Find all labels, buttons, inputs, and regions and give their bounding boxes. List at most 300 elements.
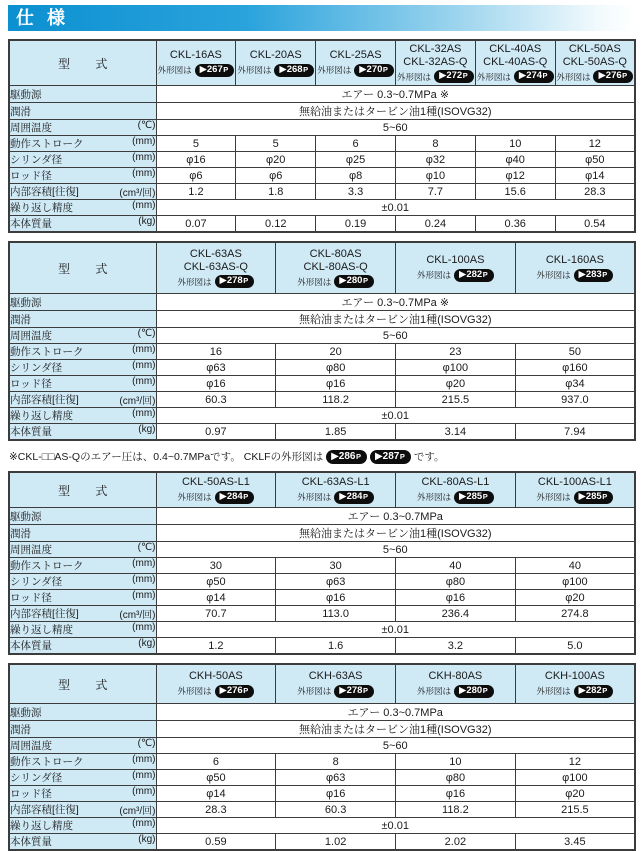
page-suffix: P [362,491,368,501]
value-cell: φ8 [316,168,396,184]
page-suffix: P [362,685,368,695]
page-suffix: P [482,685,488,695]
row-label: 繰り返し精度 [10,410,73,422]
value-cell: 12 [555,136,635,152]
outline-ref [516,685,634,698]
model-name: CKL-50AS [568,43,621,55]
page-number: ▶276 [219,684,243,696]
row-unit: (mm) [132,786,156,797]
row-label: ロッド径 [10,592,52,604]
row-label: 繰り返し精度 [10,202,73,214]
row-unit: (cm³/回) [119,396,156,407]
row-label-cell [9,392,156,408]
outline-ref [396,491,515,504]
value-cell: φ14 [156,590,276,606]
row-unit: (mm) [132,622,156,633]
value-cell: φ16 [276,590,396,606]
model-name: CKL-40AS-Q [483,55,548,68]
value-cell: φ14 [156,786,276,802]
value-cell: 2.02 [396,834,516,851]
value-cell: 8 [395,136,475,152]
model-name: CKL-20AS [249,49,302,62]
model-names [516,670,634,683]
value-cell: φ16 [156,152,236,168]
merged-value-cell: 無給油またはタービン油1種(ISOVG32) [156,525,635,542]
row-label-cell [9,721,156,738]
page-link-badge[interactable] [354,64,394,77]
page-number: ▶280 [459,684,483,696]
model-name: CKL-80AS [309,248,362,260]
value-cell: 5 [156,136,236,152]
row-label-cell [9,360,156,376]
page-suffix: P [303,64,309,74]
row-unit: (mm) [132,136,156,147]
row-unit: (℃) [137,542,156,553]
spec-tables-bottom [8,471,636,851]
model-type-header: 型 式 [9,242,156,294]
merged-value-cell: 5~60 [156,738,635,754]
model-type-header: 型 式 [9,40,156,86]
value-cell: φ16 [396,590,516,606]
footnote-text-before: ※CKL-□□AS-Qのエアー圧は、0.4~0.7MPaです。 CKLFの外形図は [9,451,324,463]
page-link-badge[interactable] [574,491,614,504]
row-label-cell [9,818,156,834]
page-link-badge[interactable] [434,70,474,83]
model-name: CKL-100AS [426,254,485,267]
page-number: ▶282 [578,684,602,696]
merged-value-cell: 5~60 [156,542,635,558]
page-link-badge[interactable] [215,685,255,698]
value-cell: 5.0 [515,638,635,655]
row-unit: (mm) [132,344,156,355]
value-cell: φ50 [156,770,276,786]
spec-table-2 [8,241,636,441]
value-cell: φ63 [156,360,276,376]
value-cell: φ25 [316,152,396,168]
model-header-cell [276,242,396,294]
row-unit: (℃) [137,120,156,131]
row-label: 本体質量 [10,640,52,652]
page-link-badge[interactable] [334,491,374,504]
row-label-cell [9,184,156,200]
model-name: CKL-50AS-Q [562,55,627,68]
spec-table-1 [8,39,636,233]
row-unit: (mm) [132,152,156,163]
value-cell: 70.7 [156,606,276,622]
row-unit: (kg) [138,216,156,227]
value-cell: 10 [475,136,555,152]
value-cell: 16 [156,344,276,360]
value-cell: 23 [396,344,516,360]
model-names [157,670,276,683]
row-unit: (mm) [132,376,156,387]
value-cell: 28.3 [555,184,635,200]
outline-label: 外形図は [317,65,352,76]
outline-label: 外形図は [417,270,452,281]
value-cell: φ16 [396,786,516,802]
row-label-cell [9,638,156,655]
row-label: 潤滑 [10,105,31,118]
page-suffix: P [243,685,249,695]
outline-ref [236,64,315,77]
row-unit: (cm³/回) [119,188,156,199]
value-cell: φ6 [156,168,236,184]
value-cell: φ6 [236,168,316,184]
value-cell: 0.54 [555,216,635,233]
row-unit: (mm) [132,408,156,419]
outline-label: 外形図は [177,276,212,287]
value-cell: φ32 [395,152,475,168]
page-number: ▶285 [459,490,483,502]
page-suffix: P [482,269,488,279]
page-number: ▶286 [331,451,356,462]
row-unit: (mm) [132,558,156,569]
value-cell: φ50 [555,152,635,168]
value-cell: 6 [156,754,276,770]
row-unit: (mm) [132,770,156,781]
value-cell: φ16 [276,786,396,802]
model-header-cell [156,664,276,704]
row-label: 動作ストローク [10,138,84,150]
page-number: ▶284 [339,490,363,502]
outline-ref [516,269,634,282]
spec-tables-top [8,39,636,441]
page-link-badge[interactable] [334,685,374,698]
row-label: 動作ストローク [10,346,84,358]
outline-ref [316,64,395,77]
row-label-cell [9,590,156,606]
row-label-cell [9,311,156,328]
outline-ref [276,275,395,288]
page-suffix: P [399,452,405,461]
value-cell: 30 [276,558,396,574]
value-cell: φ80 [396,574,516,590]
value-cell: φ16 [276,376,396,392]
row-label-cell [9,168,156,184]
value-cell: 113.0 [276,606,396,622]
value-cell: 3.3 [316,184,396,200]
page-title-bar [8,5,636,31]
page-suffix: P [602,685,608,695]
outline-ref [396,70,475,83]
row-unit: (℃) [137,328,156,339]
outline-label: 外形図は [536,686,571,697]
model-names [316,49,395,62]
row-label-cell [9,424,156,441]
merged-value-cell: 5~60 [156,120,635,136]
row-label: ロッド径 [10,170,52,182]
value-cell: 5 [236,136,316,152]
row-unit: (mm) [132,590,156,601]
row-label-cell [9,558,156,574]
merged-value-cell: 無給油またはタービン油1種(ISOVG32) [156,103,635,120]
row-label-cell [9,802,156,818]
model-names [236,49,315,62]
page-number: ▶272 [439,70,463,81]
page-number: ▶282 [459,268,483,280]
page-number: ▶278 [219,275,243,286]
footnote-page-link-badge[interactable] [370,450,411,464]
row-label-cell [9,86,156,103]
page-link-badge[interactable] [334,275,374,288]
page-suffix: P [223,64,229,74]
row-label: 内部容積[往復] [10,608,79,620]
model-name: CKL-40AS [489,43,542,55]
row-label: シリンダ径 [10,576,63,588]
row-label-cell [9,574,156,590]
row-label-cell [9,525,156,542]
page-number: ▶276 [598,70,622,81]
value-cell: 6 [316,136,396,152]
model-names [157,476,276,489]
value-cell: 40 [396,558,516,574]
merged-value-cell: ±0.01 [156,818,635,834]
row-unit: (mm) [132,754,156,765]
value-cell: 10 [396,754,516,770]
value-cell: 0.24 [395,216,475,233]
page-link-badge[interactable] [454,491,494,504]
model-header-cell [156,242,276,294]
page-number: ▶280 [339,275,363,286]
page-link-badge[interactable] [514,70,554,83]
row-unit: (mm) [132,574,156,585]
merged-value-cell: エアー 0.3~0.7MPa [156,704,635,721]
page-suffix: P [602,269,608,279]
row-label: 内部容積[往復] [10,394,79,406]
model-names [396,43,475,68]
value-cell: 236.4 [396,606,516,622]
value-cell: 1.02 [276,834,396,851]
model-name: CKL-80AS-Q [303,260,368,273]
row-label-cell [9,152,156,168]
row-label: 周囲温度 [10,330,52,342]
page-link-badge[interactable] [454,685,494,698]
page-number: ▶284 [219,490,243,502]
model-names [516,476,634,489]
value-cell: 1.8 [236,184,316,200]
model-header-cell [156,40,236,86]
row-label: 潤滑 [10,313,31,326]
value-cell: 0.59 [156,834,276,851]
row-label-cell [9,606,156,622]
page-link-badge[interactable] [195,64,235,77]
model-name: CKL-32AS [409,43,462,55]
outline-label: 外形図は [297,276,332,287]
page-link-badge[interactable] [574,685,614,698]
outline-ref [157,275,276,288]
value-cell: 40 [515,558,635,574]
model-header-cell [475,40,555,86]
value-cell: φ14 [555,168,635,184]
value-cell: 3.45 [515,834,635,851]
page-link-badge[interactable] [454,269,494,282]
row-label: 本体質量 [10,218,52,230]
page-number: ▶267 [199,63,223,75]
row-label: 本体質量 [10,836,52,848]
row-label-cell [9,754,156,770]
value-cell: 1.85 [276,424,396,441]
model-names [556,43,634,68]
row-label-cell [9,622,156,638]
row-label: 駆動源 [10,706,42,719]
row-unit: (kg) [138,834,156,845]
outline-label: 外形図は [556,71,591,82]
value-cell: φ63 [276,770,396,786]
footnote-badges [326,450,411,464]
outline-ref [396,269,515,282]
model-name: CKH-80AS [428,670,483,683]
row-label-cell [9,200,156,216]
row-unit: (℃) [137,738,156,749]
model-header-cell [396,242,516,294]
model-names [157,49,236,62]
model-name: CKL-63AS-Q [183,260,248,273]
value-cell: φ80 [276,360,396,376]
page-number: ▶287 [374,451,400,462]
value-cell: φ50 [156,574,276,590]
footnote-page-link-badge[interactable] [326,450,367,464]
page-link-badge[interactable] [215,275,255,288]
merged-value-cell: エアー 0.3~0.7MPa [156,508,635,525]
model-name: CKH-63AS [308,670,363,683]
value-cell: φ34 [515,376,635,392]
merged-value-cell: 無給油またはタービン油1種(ISOVG32) [156,721,635,738]
value-cell: 1.2 [156,638,276,655]
outline-ref [157,685,276,698]
value-cell: 15.6 [475,184,555,200]
row-label: シリンダ径 [10,772,63,784]
row-unit: (mm) [132,360,156,371]
row-label-cell [9,120,156,136]
value-cell: φ20 [396,376,516,392]
model-name: CKL-80AS-L1 [421,476,490,489]
row-label: 動作ストローク [10,560,84,572]
row-unit: (kg) [138,638,156,649]
outline-label: 外形図は [297,686,332,697]
value-cell: 937.0 [515,392,635,408]
value-cell: 8 [276,754,396,770]
outline-ref [556,70,634,83]
value-cell: 60.3 [276,802,396,818]
row-label: 動作ストローク [10,756,84,768]
row-label: 繰り返し精度 [10,820,73,832]
outline-ref [276,491,395,504]
model-header-cell [396,472,516,508]
outline-ref [396,685,515,698]
row-label: 駆動源 [10,88,42,101]
value-cell: 50 [515,344,635,360]
page-suffix: P [602,491,608,501]
value-cell: φ16 [156,376,276,392]
row-label: 内部容積[往復] [10,186,79,198]
page-link-badge[interactable] [215,491,255,504]
value-cell: 60.3 [156,392,276,408]
value-cell: φ20 [236,152,316,168]
outline-label: 外形図は [177,686,212,697]
spec-table-3 [8,471,636,655]
outline-label: 外形図は [157,65,192,76]
spec-table-4 [8,663,636,851]
merged-value-cell: エアー 0.3~0.7MPa ※ [156,86,635,103]
value-cell: 1.6 [276,638,396,655]
value-cell: φ160 [515,360,635,376]
model-name: CKL-25AS [329,49,382,62]
model-header-cell [316,40,396,86]
row-label: 潤滑 [10,527,31,540]
value-cell: φ20 [515,786,635,802]
page-title: 仕 様 [16,8,67,28]
outline-ref [157,64,236,77]
row-label: シリンダ径 [10,362,63,374]
value-cell: 0.19 [316,216,396,233]
outline-label: 外形図は [237,65,272,76]
page-number: ▶268 [279,63,303,75]
model-names [276,476,395,489]
value-cell: 7.7 [395,184,475,200]
row-unit: (cm³/回) [119,610,156,621]
model-name: CKL-100AS-L1 [537,476,612,489]
model-header-cell [276,664,396,704]
value-cell: φ12 [475,168,555,184]
value-cell: 28.3 [156,802,276,818]
row-unit: (cm³/回) [119,806,156,817]
outline-label: 外形図は [536,492,571,503]
model-header-cell [515,472,635,508]
model-type-header: 型 式 [9,664,156,704]
value-cell: φ80 [396,770,516,786]
row-label-cell [9,103,156,120]
value-cell: 0.07 [156,216,236,233]
row-unit: (mm) [132,200,156,211]
row-label: シリンダ径 [10,154,63,166]
footnote [9,449,636,465]
value-cell: 3.14 [396,424,516,441]
merged-value-cell: 無給油またはタービン油1種(ISOVG32) [156,311,635,328]
model-type-header: 型 式 [9,472,156,508]
row-label-cell [9,294,156,311]
value-cell: φ63 [276,574,396,590]
model-header-cell [395,40,475,86]
model-names [396,254,515,267]
row-label: 本体質量 [10,426,52,438]
model-names [516,254,634,267]
model-header-cell [156,472,276,508]
page-link-badge[interactable] [593,70,633,83]
model-names [276,670,395,683]
outline-ref [276,685,395,698]
row-label-cell [9,408,156,424]
merged-value-cell: 5~60 [156,328,635,344]
outline-ref [157,491,276,504]
value-cell: 3.2 [396,638,516,655]
row-unit: (mm) [132,168,156,179]
outline-label: 外形図は [177,492,212,503]
outline-ref [476,70,555,83]
page-link-badge[interactable] [574,269,614,282]
value-cell: φ100 [515,770,635,786]
model-names [396,476,515,489]
value-cell: φ100 [515,574,635,590]
row-label: 繰り返し精度 [10,624,73,636]
outline-label: 外形図は [476,71,511,82]
value-cell: 30 [156,558,276,574]
value-cell: 1.2 [156,184,236,200]
page-link-badge[interactable] [274,64,314,77]
page-number: ▶274 [518,70,543,81]
outline-label: 外形図は [397,71,432,82]
model-name: CKL-160AS [545,254,604,267]
page-suffix: P [382,64,388,74]
